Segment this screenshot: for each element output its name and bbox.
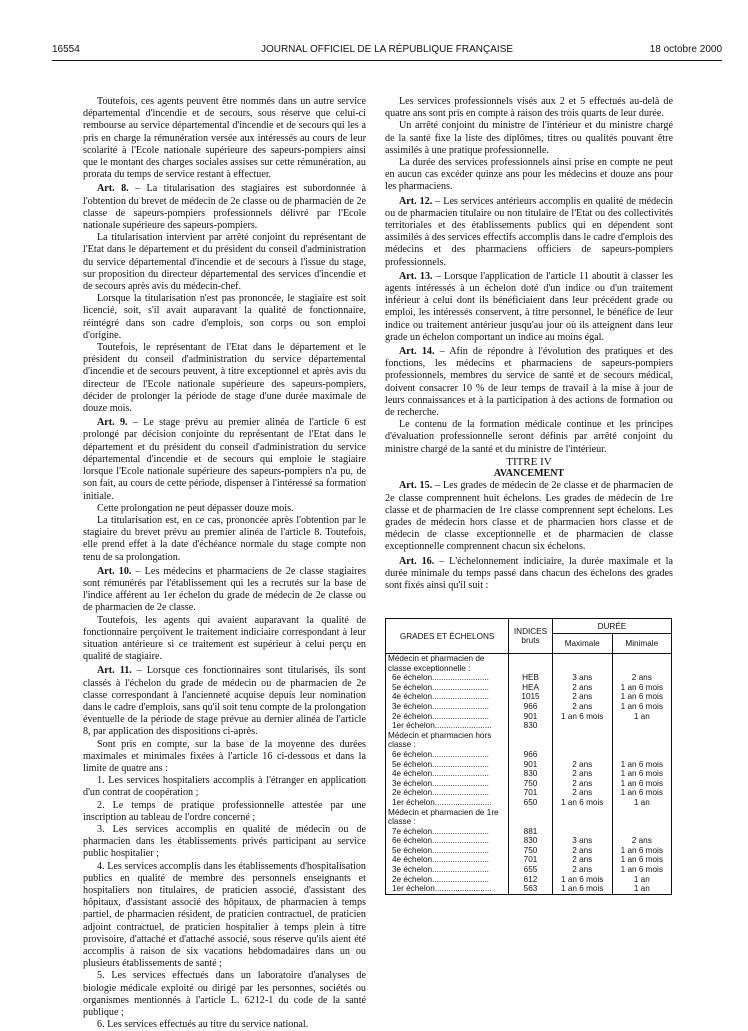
table-row — [386, 721, 672, 731]
article-11 — [83, 665, 366, 738]
echelon-cell: 4e échelon......................... — [386, 692, 509, 702]
section-row — [386, 731, 672, 750]
article-text: – Lorsque ces fonctionnaires sont titularisés, ils sont classés à l'échelon du grade de médecin ou de pharmacien de 2e classe correspondant à l'ancienneté acquise depuis leur nomination dans le cadre d'emplois, sans qu'il soit tenu compte de la prolongation éventuelle de la période de stage prévue au dernier alinéa de l'article 8, par application des dispositions ci-après. — [83, 665, 366, 738]
indice-cell: 612 — [509, 875, 553, 885]
table-row — [386, 683, 672, 693]
duree-min-cell: 2 ans — [612, 673, 671, 683]
duree-max-cell: 2 ans — [552, 865, 612, 875]
indice-cell: 650 — [509, 798, 553, 808]
duree-max-cell: 2 ans — [552, 683, 612, 693]
header-grades: GRADES ET ÉCHELONS — [386, 619, 509, 654]
duree-min-cell: 1 an 6 mois — [612, 779, 671, 789]
table-row — [386, 788, 672, 798]
indice-cell: 563 — [509, 884, 553, 894]
echelon-cell: 6e échelon......................... — [386, 750, 509, 760]
indice-cell: 750 — [509, 846, 553, 856]
article-8 — [83, 183, 366, 232]
table-row — [386, 836, 672, 846]
duree-max-cell: 2 ans — [552, 769, 612, 779]
duree-min-cell: 2 ans — [612, 836, 671, 846]
echelon-cell: 4e échelon......................... — [386, 855, 509, 865]
indice-cell: 655 — [509, 865, 553, 875]
duree-min-cell: 1 an 6 mois — [612, 683, 671, 693]
empty-cell — [552, 654, 612, 674]
paragraph: Un arrêté conjoint du ministre de l'intérieur et du ministre chargé de la santé fixe la liste des diplômes, titres ou qualités pouvant être assimilés à une pratique professionnelle. — [385, 120, 673, 156]
echelon-cell: 4e échelon......................... — [386, 769, 509, 779]
duree-min-cell: 1 an — [612, 875, 671, 885]
echelon-cell: 1er échelon......................... — [386, 721, 509, 731]
duree-max-cell: 2 ans — [552, 779, 612, 789]
duree-min-cell: 1 an 6 mois — [612, 702, 671, 712]
echelon-cell: 2e échelon......................... — [386, 788, 509, 798]
duree-min-cell — [612, 750, 671, 760]
duree-max-cell — [552, 750, 612, 760]
empty-cell — [612, 654, 671, 674]
empty-cell — [552, 808, 612, 827]
duree-min-cell: 1 an 6 mois — [612, 865, 671, 875]
article-text: – Les grades de médecin de 2e classe et de pharmacien de 2e classe comprennent huit échelons. Les grades de médecin de 1re classe et de pharmacien de 1re classe comprennent sept échelons. Les grades de médecin hors classe et de pharmacien hors classe et de médecin de classe exceptionnelle et de pharmacien de classe exceptionnelle comprennent chacun six échelons. — [385, 480, 674, 553]
duree-max-cell: 2 ans — [552, 846, 612, 856]
page-number: 16554 — [52, 44, 80, 55]
article-label: Art. 13. — [399, 270, 433, 282]
echelon-cell: 1er échelon......................... — [386, 884, 509, 894]
duree-max-cell: 3 ans — [552, 836, 612, 846]
indice-cell: 701 — [509, 788, 553, 798]
table-row — [386, 855, 672, 865]
echelon-cell: 5e échelon......................... — [386, 760, 509, 770]
list-item: 3. Les services accomplis en qualité de médecin ou de pharmacien dans les établissements privés participant au service public hospitalier ; — [83, 823, 366, 860]
grades-body — [386, 654, 672, 895]
empty-cell — [612, 808, 671, 827]
indice-cell: 750 — [509, 779, 553, 789]
article-text: – Les médecins et pharmaciens de 2e classe stagiaires sont rémunérés par l'établissement qui les a recrutés sur la base de l'indice afférent au 1er échelon du grade de médecin de 2e classe ou de pharmacien de 2e classe. — [83, 565, 366, 614]
paragraph: Toutefois, les agents qui avaient auparavant la qualité de fonctionnaire perçoivent le traitement indiciaire correspondant à leur situation antérieure si ce traitement est supérieur à celui perçu en qualité de stagiaire. — [83, 614, 366, 663]
section-title: Médecin et pharmacien de 1re classe : — [386, 808, 509, 827]
indice-cell: HEA — [509, 683, 553, 693]
header-rule — [52, 60, 722, 61]
duree-max-cell: 2 ans — [552, 855, 612, 865]
paragraph: Toutefois, le représentant de l'Etat dans le département et le président du conseil d'administration du service départemental d'incendie et de secours peuvent, à titre exceptionnel et après avis du directeur de l'Ecole nationale supérieure des sapeurs-pompiers, décider de prolonger la période de stage d'une durée maximale de douze mois. — [83, 342, 366, 415]
page-header — [52, 44, 722, 58]
section-heading: AVANCEMENT — [493, 468, 565, 480]
article-9 — [83, 417, 366, 502]
article-text: – Lorsque l'application de l'article 11 aboutit à classer les agents intéressés à un échelon doté d'un indice ou d'un traitement inférieur à celui dont ils bénéficiaient dans leur précédent grade ou emploi, les intéressés conservent, à titre personnel, le bénéfice de leur indice ou traitement antérieur jusqu'au jour où ils atteignent dans leur grade un échelon comportant un indice au moins égal. — [385, 270, 673, 343]
table-row — [386, 827, 672, 837]
echelon-cell: 1er échelon......................... — [386, 798, 509, 808]
section-row — [386, 808, 672, 827]
duree-max-cell — [552, 721, 612, 731]
table-row — [386, 692, 672, 702]
article-text: – Les services antérieurs accomplis en qualité de médecin ou de pharmacien titulaire ou non titulaire de l'Etat ou des collectivités territoriales et des établissements publics qui en dépendent sont assimilés à des services effectifs accomplis dans le cadre d'emplois des médecins et des pharmaciens officiers de sapeurs-pompiers professionnels. — [385, 195, 673, 268]
section-row — [386, 654, 672, 674]
paragraph: La titularisation est, en ce cas, prononcée après l'obtention par le stagiaire du brevet prévu au premier alinéa de l'article 8. Toutefois, elle prend effet à la date d'échéance normale du stage compte non tenu de sa prolongation. — [83, 514, 366, 563]
table-row — [386, 779, 672, 789]
grades-table — [385, 618, 672, 895]
list-item: 2. Le temps de pratique professionnelle attestée par une inscription au tableau de l'ordre concerné ; — [83, 799, 366, 823]
table-row — [386, 798, 672, 808]
indice-cell: 830 — [509, 836, 553, 846]
table-row — [386, 712, 672, 722]
article-label: Art. 9. — [97, 417, 128, 429]
echelon-cell: 5e échelon......................... — [386, 846, 509, 856]
duree-min-cell: 1 an 6 mois — [612, 855, 671, 865]
empty-cell — [612, 731, 671, 750]
duree-max-cell: 2 ans — [552, 692, 612, 702]
article-14 — [385, 346, 673, 419]
duree-min-cell — [612, 721, 671, 731]
indice-cell: 881 — [509, 827, 553, 837]
duree-min-cell: 1 an — [612, 884, 671, 894]
article-16 — [385, 556, 673, 593]
table-row — [386, 673, 672, 683]
title-heading: TITRE IV — [506, 455, 552, 468]
duree-max-cell: 2 ans — [552, 760, 612, 770]
paragraph: Cette prolongation ne peut dépasser douze mois. — [97, 502, 294, 514]
article-text: – L'échelonnement indiciaire, la durée maximale et la durée minimale du temps passé dans chacun des échelons des grades sont fixés ainsi qu'il suit : — [385, 555, 673, 591]
article-10 — [83, 566, 366, 615]
duree-min-cell: 1 an 6 mois — [612, 692, 671, 702]
paragraph: La titularisation intervient par arrêté conjoint du représentant de l'Etat dans le département et du président du conseil d'administration du service départemental d'incendie et de secours à l'issue du stage, sur proposition du directeur départemental des services d'incendie et de secours après avis du médecin-chef. — [83, 232, 366, 293]
header-indices: INDICES bruts — [509, 619, 553, 654]
echelon-cell: 2e échelon......................... — [386, 875, 509, 885]
table-row — [386, 750, 672, 760]
list-item: 1. Les services hospitaliers accomplis à l'étranger en application d'un contrat de coopération ; — [83, 775, 366, 799]
duree-min-cell: 1 an 6 mois — [612, 760, 671, 770]
duree-max-cell — [552, 827, 612, 837]
echelon-cell: 3e échelon......................... — [386, 865, 509, 875]
duree-max-cell: 1 an 6 mois — [552, 798, 612, 808]
list-item: 5. Les services effectués dans un laboratoire d'analyses de biologie médicale exploité ou dirigé par les personnes, sociétés ou organismes mentionnés à l'article L. 6212-1 du code de la santé publique ; — [83, 970, 366, 1019]
paragraph: Les services professionnels visés aux 2 et 5 effectués au-delà de quatre ans sont pris en compte à raison des trois quarts de leur durée. — [385, 96, 673, 120]
article-label: Art. 16. — [399, 555, 435, 567]
indice-cell: HEB — [509, 673, 553, 683]
empty-cell — [509, 654, 553, 674]
duree-min-cell: 1 an — [612, 798, 671, 808]
section-title: Médecin et pharmacien de classe exceptionnelle : — [386, 654, 509, 674]
duree-min-cell — [612, 827, 671, 837]
paragraph: Sont pris en compte, sur la base de la moyenne des durées maximales et minimales fixées à l'article 16 ci-dessous et dans la limite de quatre ans : — [83, 738, 366, 774]
article-15 — [385, 480, 673, 553]
echelon-cell: 5e échelon......................... — [386, 683, 509, 693]
echelon-cell: 6e échelon......................... — [386, 673, 509, 683]
header-maximale: Maximale — [552, 634, 612, 654]
article-12 — [385, 196, 673, 269]
table-row — [386, 760, 672, 770]
duree-min-cell: 1 an 6 mois — [612, 769, 671, 779]
table-row — [386, 884, 672, 894]
article-13 — [385, 271, 673, 344]
article-text: – Le stage prévu au premier alinéa de l'article 6 est prolongé par décision conjointe du représentant de l'Etat dans le département et du président du conseil d'administration du service départemental d'incendie et de secours qui emploie le stagiaire lorsque l'Ecole nationale supérieure des sapeurs-pompiers n'a pu, de son fait, au cours de cette période, dispenser à l'intéressé sa formation initiale. — [83, 417, 366, 502]
paragraph: Le contenu de la formation médicale continue et les principes d'évaluation professionnelle seront définis par arrêté conjoint du ministre chargé de la santé et du ministre de l'intérieur. — [385, 419, 673, 455]
article-label: Art. 10. — [97, 565, 132, 577]
left-column — [83, 96, 366, 1031]
indice-cell: 701 — [509, 855, 553, 865]
right-column — [385, 96, 673, 592]
echelon-cell: 3e échelon......................... — [386, 779, 509, 789]
echelon-cell: 3e échelon......................... — [386, 702, 509, 712]
article-label: Art. 12. — [399, 195, 433, 207]
empty-cell — [552, 731, 612, 750]
section-title: Médecin et pharmacien hors classe : — [386, 731, 509, 750]
article-text: – Afin de répondre à l'évolution des pratiques et des fonctions, les médecins et pharmaciens de sapeurs-pompiers professionnels, membres du service de santé et de secours médical, doivent consacrer 10 % de leur temps de travail à la mise à jour de leurs connaissances et à la participation à des actions de formation ou de recherche. — [385, 346, 673, 419]
table-row — [386, 875, 672, 885]
table-row — [386, 769, 672, 779]
table-row — [386, 865, 672, 875]
duree-max-cell: 3 ans — [552, 673, 612, 683]
indice-cell: 1015 — [509, 692, 553, 702]
table-row — [386, 846, 672, 856]
indice-cell: 901 — [509, 712, 553, 722]
paragraph: Lorsque la titularisation n'est pas prononcée, le stagiaire est soit licencié, soit, s'il avait auparavant la qualité de fonctionnaire, réintégré dans son cadre d'emplois, son corps ou son emploi d'origine. — [83, 293, 366, 341]
article-label: Art. 11. — [97, 665, 132, 677]
paragraph: Toutefois, ces agents peuvent être nommés dans un autre service départemental d'incendie et de secours, sous réserve que celui-ci rembourse au service départemental d'incendie et de secours qui les a pris en charge la rémunération versée aux intéressés au cours de leur scolarité à l'Ecole nationale supérieure des sapeurs-pompiers ainsi que le montant des charges sociales assises sur cette rémunération, au prorata du temps de service restant à effectuer. — [83, 96, 366, 181]
duree-min-cell: 1 an 6 mois — [612, 788, 671, 798]
duree-max-cell: 1 an 6 mois — [552, 712, 612, 722]
echelon-cell: 7e échelon......................... — [386, 827, 509, 837]
empty-cell — [509, 731, 553, 750]
paragraph: La durée des services professionnels ainsi prise en compte ne peut en aucun cas excéder quinze ans pour les médecins et douze ans pour les pharmaciens. — [385, 157, 673, 193]
echelon-cell: 2e échelon......................... — [386, 712, 509, 722]
table-row — [386, 702, 672, 712]
article-text: – La titularisation des stagiaires est subordonnée à l'obtention du brevet de médecin de 2e classe ou de pharmacien de 2e classe de sapeurs-pompiers professionnels délivré par l'Ecole nationale supérieure des sapeurs-pompiers. — [83, 183, 366, 232]
duree-max-cell: 1 an 6 mois — [552, 875, 612, 885]
header-minimale: Minimale — [612, 634, 671, 654]
issue-date: 18 octobre 2000 — [649, 44, 722, 55]
article-label: Art. 14. — [399, 346, 435, 358]
header-duree: DURÉE — [552, 619, 671, 634]
indice-cell: 966 — [509, 750, 553, 760]
indice-cell: 830 — [509, 721, 553, 731]
indice-cell: 966 — [509, 702, 553, 712]
empty-cell — [509, 808, 553, 827]
list-item: 6. Les services effectués au titre du service national. — [97, 1019, 309, 1031]
duree-max-cell: 2 ans — [552, 788, 612, 798]
journal-title: JOURNAL OFFICIEL DE LA RÉPUBLIQUE FRANÇAISE — [260, 44, 514, 55]
duree-max-cell: 1 an 6 mois — [552, 884, 612, 894]
indice-cell: 901 — [509, 760, 553, 770]
duree-min-cell: 1 an 6 mois — [612, 846, 671, 856]
indice-cell: 830 — [509, 769, 553, 779]
article-label: Art. 8. — [97, 183, 129, 195]
duree-min-cell: 1 an — [612, 712, 671, 722]
echelon-cell: 6e échelon......................... — [386, 836, 509, 846]
article-label: Art. 15. — [399, 480, 433, 492]
duree-max-cell: 2 ans — [552, 702, 612, 712]
list-item: 4. Les services accomplis dans les établissements d'hospitalisation publics en qualité de membre des personnels enseignants et hospitaliers non titulaires, de praticien associé, d'assistant des hôpitaux, d'assistant associé des hôpitaux, de pharmacien à temps partiel, de pharmacien résident, de praticien contractuel, de praticien adjoint contractuel, de praticien hospitalier à temps plein à titre provisoire, d'attaché et d'attaché associé, sous réserve qu'ils aient été accomplis à raison de six vacations hebdomadaires dans un ou plusieurs établissements de santé ; — [83, 860, 366, 970]
